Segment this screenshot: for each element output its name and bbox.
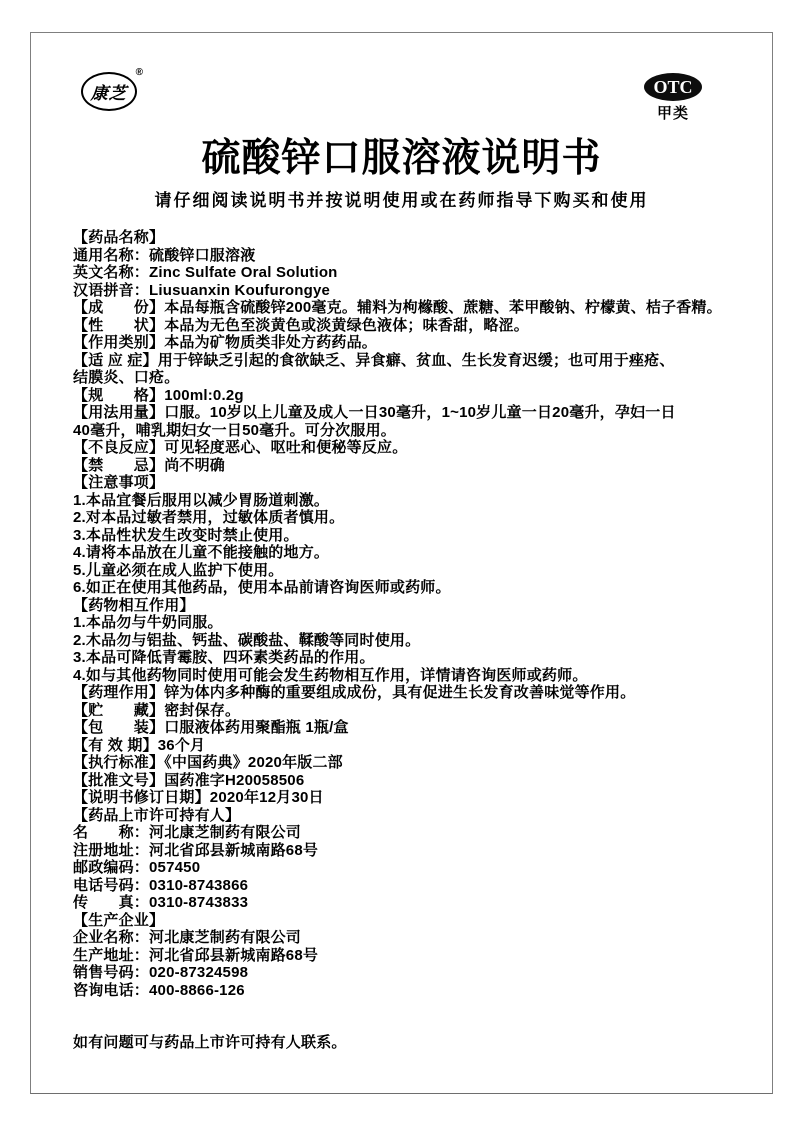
- body-line: 电话号码：0310-8743866: [73, 876, 249, 894]
- otc-badge-group: [641, 73, 705, 123]
- section-line: 【注意事项】: [73, 474, 165, 491]
- body-line: 传 真：0310-8743833: [73, 894, 249, 911]
- body-line: 4.请将本品放在儿童不能接触的地方。: [73, 544, 330, 561]
- section-line: 【贮 藏】密封保存。: [73, 701, 241, 719]
- section-line: 【性 状】本品为无色至淡黄色或淡黄绿色液体；味香甜，略涩。: [73, 316, 530, 334]
- body-line: 4.如与其他药物同时使用可能会发生药物相互作用，详情请咨询医师或药师。: [73, 666, 588, 684]
- body-line: 1.本品勿与牛奶同服。: [73, 614, 223, 631]
- body-line: 2.木品勿与铝盐、钙盐、碳酸盐、鞣酸等同时使用。: [73, 631, 421, 649]
- section-line: 【批准文号】国药准字H20058506: [73, 771, 305, 789]
- body-lines: [73, 229, 760, 1052]
- otc-class-label: 甲类: [656, 105, 689, 122]
- section-line: 【用法用量】口服。10岁以上儿童及成人一日30毫升，1~10岁儿童一日20毫升，孕妇一日: [73, 404, 676, 421]
- section-line: 【药品上市许可持有人】: [73, 806, 241, 824]
- leaflet-border-frame: [30, 32, 773, 1094]
- page-title: 硫酸锌口服溶液说明书: [201, 137, 602, 180]
- body-line: 40毫升，哺乳期妇女一日50毫升。可分次服用。: [73, 421, 396, 439]
- section-line: 【说明书修订日期】2020年12月30日: [73, 789, 324, 806]
- section-line: 【药物相互作用】: [73, 596, 195, 614]
- body-line: 2.对本品过敏者禁用，过敏体质者慎用。: [73, 509, 345, 526]
- section-line: 【执行标准】《中国药典》2020年版二部: [73, 754, 343, 771]
- section-line: 【有 效 期】36个月: [73, 736, 206, 754]
- body-line: 结膜炎、口疮。: [73, 369, 180, 386]
- body-line: 3.本品可降低青霉胺、四环素类药品的作用。: [73, 649, 375, 666]
- body-line: 汉语拼音：Liusuanxin Koufurongye: [73, 281, 331, 299]
- body-line: 通用名称：硫酸锌口服溶液: [73, 246, 256, 264]
- body-line: 1.本品宜餐后服用以减少胃肠道刺激。: [73, 491, 330, 509]
- section-line: 【规 格】100ml:0.2g: [73, 386, 244, 404]
- body-line: [73, 1017, 760, 1035]
- body-line: 注册地址：河北省邱县新城南路68号: [73, 841, 319, 859]
- body-line: 5.儿童必须在成人监护下使用。: [73, 561, 284, 579]
- section-line: 【禁 忌】尚不明确: [73, 456, 226, 474]
- body-line: 名 称：河北康芝制药有限公司: [73, 824, 302, 841]
- body-line: [73, 999, 760, 1017]
- body-line: 咨询电话：400-8866-126: [73, 981, 245, 999]
- brand-logo-text: 康芝: [90, 84, 128, 103]
- section-line: 【适 应 症】用于锌缺乏引起的食欲缺乏、异食癖、贫血、生长发育迟缓；也可用于痤疮、: [73, 351, 675, 369]
- section-line: 【成 份】本品每瓶含硫酸锌200毫克。辅料为枸橼酸、蔗糖、苯甲酸钠、柠檬黄、桔子香精。: [73, 299, 722, 316]
- body-line: 3.本品性状发生改变时禁止使用。: [73, 526, 299, 544]
- brand-logo: [81, 67, 143, 111]
- body-line: 如有问题可与药品上市许可持有人联系。: [73, 1034, 347, 1051]
- body-line: 生产地址：河北省邱县新城南路68号: [73, 946, 319, 964]
- section-line: 【生产企业】: [73, 911, 165, 929]
- registered-trademark-icon: ®: [135, 67, 143, 78]
- body-line: 英文名称：Zinc Sulfate Oral Solution: [73, 264, 338, 281]
- body-line: 6.如正在使用其他药品，使用本品前请咨询医师或药师。: [73, 579, 451, 596]
- section-line: 【药品名称】: [73, 229, 165, 246]
- body-line: 销售号码：020-87324598: [73, 964, 249, 981]
- section-line: 【不良反应】可见轻度恶心、呕吐和便秘等反应。: [73, 439, 408, 456]
- section-line: 【药理作用】锌为体内多种酶的重要组成成份，具有促进生长发育改善味觉等作用。: [73, 684, 636, 701]
- section-line: 【作用类别】本品为矿物质类非处方药药品。: [73, 334, 378, 351]
- section-line: 【包 装】口服液体药用聚酯瓶 1瓶/盒: [73, 719, 349, 736]
- body-line: 企业名称：河北康芝制药有限公司: [73, 929, 302, 946]
- body-line: 邮政编码：057450: [73, 859, 201, 876]
- page-subtitle: 请仔细阅读说明书并按说明使用或在药师指导下购买和使用: [154, 191, 649, 210]
- otc-badge: OTC: [644, 73, 702, 101]
